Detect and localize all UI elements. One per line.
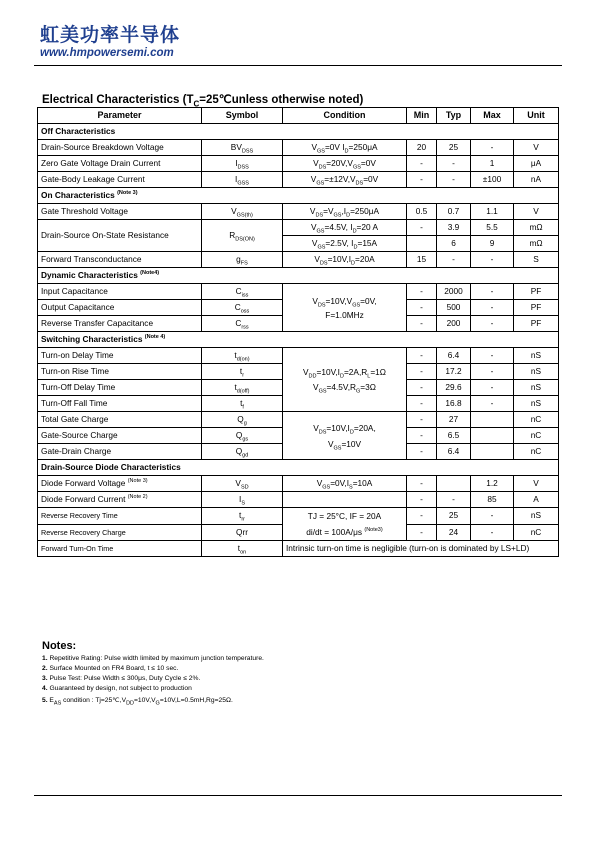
col-unit: Unit [514,108,559,124]
table-header-row [38,108,559,124]
table-row: Turn-on Rise Time $t_r$ - 17.2 - nS [38,364,559,380]
table-row: Turn-Off Delay Time $t_{d(off)}$ - 29.6 - nS [38,380,559,396]
section-on: On Characteristics $^{(Note 3)}$ [38,188,559,204]
table-row: Output Capacitance $C_{oss}$ - 500 - PF [38,300,559,316]
table-row: Turn-Off Fall Time $t_f$ - 16.8 - nS [38,396,559,412]
col-parameter: Parameter [38,108,202,124]
company-logo [40,24,180,60]
electrical-characteristics-table [37,107,559,557]
header-divider [34,65,562,66]
table-row: Gate-Drain Charge $Q_{gd}$ - 6.4 nC [38,444,559,460]
company-name-cn: 虹美功率半导体 [40,24,181,46]
table-row: Diode Forward Voltage $^{(Note 3)}$ $V_{SD}$ $V_{GS}=0V,I_S=10A$ - 1.2 V [38,476,559,492]
table-row: Forward Transconductance $g_{FS}$ $V_{DS}=10V,I_D=20A$ 15 - - S [38,252,559,268]
note-2: 2. Surface Mounted on FR4 Board, t ≤ 10 sec. [42,665,179,672]
notes-title: Notes: [42,640,77,652]
table-row: $V_{GS}=2.5V$, $I_D=15A$ 6 9 mΩ [38,236,559,252]
note-5: 5. $E_{AS}$ condition : $Tj=25℃,V_{DD}=10V,V_G=10V,L=0.5mH,Rg=25\Omega$. [42,697,233,707]
section-diode: Drain-Source Diode Characteristics [38,460,559,476]
table-row: Drain-Source On-State Resistance $R_{DS(ON)}$ $V_{GS}=4.5V$, $I_D=20$ A - 3.9 5.5 mΩ [38,220,559,236]
notes-section [42,640,264,706]
table-row: Forward Turn-On Time $t_{on}$ Intrinsic turn-on time is negligible (turn-on is dominated by LS+LD) [38,541,559,557]
table-row: Diode Forward Current $^{(Note 2)}$ $I_S$ - - 85 A [38,492,559,508]
table-row: Gate-Body Leakage Current $I_{GSS}$ $V_{GS}=\pm 12V,V_{DS}=0V$ - - ±100 nA [38,172,559,188]
note-4: 4. Guaranteed by design, not subject to production [42,685,192,692]
table-row: Reverse Recovery Charge Qrr - 24 - nC [38,524,559,541]
col-symbol: Symbol [202,108,283,124]
section-dynamic: Dynamic Characteristics $^{(Note4)}$ [38,268,559,284]
table-row: Total Gate Charge $Q_g$ $V_{DS}=10V,I_D=20A$, $V_{GS}=10V$ - 27 nC [38,412,559,428]
table-row: Input Capacitance $C_{iss}$ $V_{DS}=10V,V_{GS}=0V$, F=1.0MHz - 2000 - PF [38,284,559,300]
col-max: Max [471,108,514,124]
table-row: Reverse Transfer Capacitance $C_{rss}$ - 200 - PF [38,316,559,332]
col-condition: Condition [283,108,407,124]
table-row: Gate Threshold Voltage $V_{GS(th)}$ $V_{DS}=V_{GS},I_D=250\mu A$ 0.5 0.7 1.1 V [38,204,559,220]
table-row: Turn-on Delay Time $t_{d(on)}$ $V_{DD}=10V,I_D=2A,R_L=1\Omega$ $V_{GS}=4.5V,R_G=3\Omega$ - 6.4 - nS [38,348,559,364]
note-3: 3. Pulse Test: Pulse Width ≤ 300μs, Duty Cycle ≤ 2%. [42,675,201,682]
note-1: 1. Repetitive Rating: Pulse width limited by maximum junction temperature. [42,655,264,662]
col-typ: Typ [437,108,471,124]
section-off: Off Characteristics [38,124,559,140]
table-row: Zero Gate Voltage Drain Current $I_{DSS}$ $V_{DS}=20V,V_{GS}=0V$ - - 1 μA [38,156,559,172]
section-switching: Switching Characteristics $^{(Note 4)}$ [38,332,559,348]
table-row: Drain-Source Breakdown Voltage $BV_{DSS}$ $V_{GS}=0V$ $I_D=250\mu A$ 20 25 - V [38,140,559,156]
col-min: Min [407,108,437,124]
table-row: Reverse Recovery Time $t_{rr}$ TJ = 25°C, IF = 20A di/dt = 100A/μs $^{(Note3)}$ - 25 - nS [38,508,559,525]
table-title: Electrical Characteristics ($T_C=25℃unless$ otherwise noted) [42,94,364,109]
table-row: Gate-Source Charge $Q_{gs}$ - 6.5 nC [38,428,559,444]
company-website: www.hmpowersemi.com [40,47,174,59]
footer-divider [34,795,562,796]
